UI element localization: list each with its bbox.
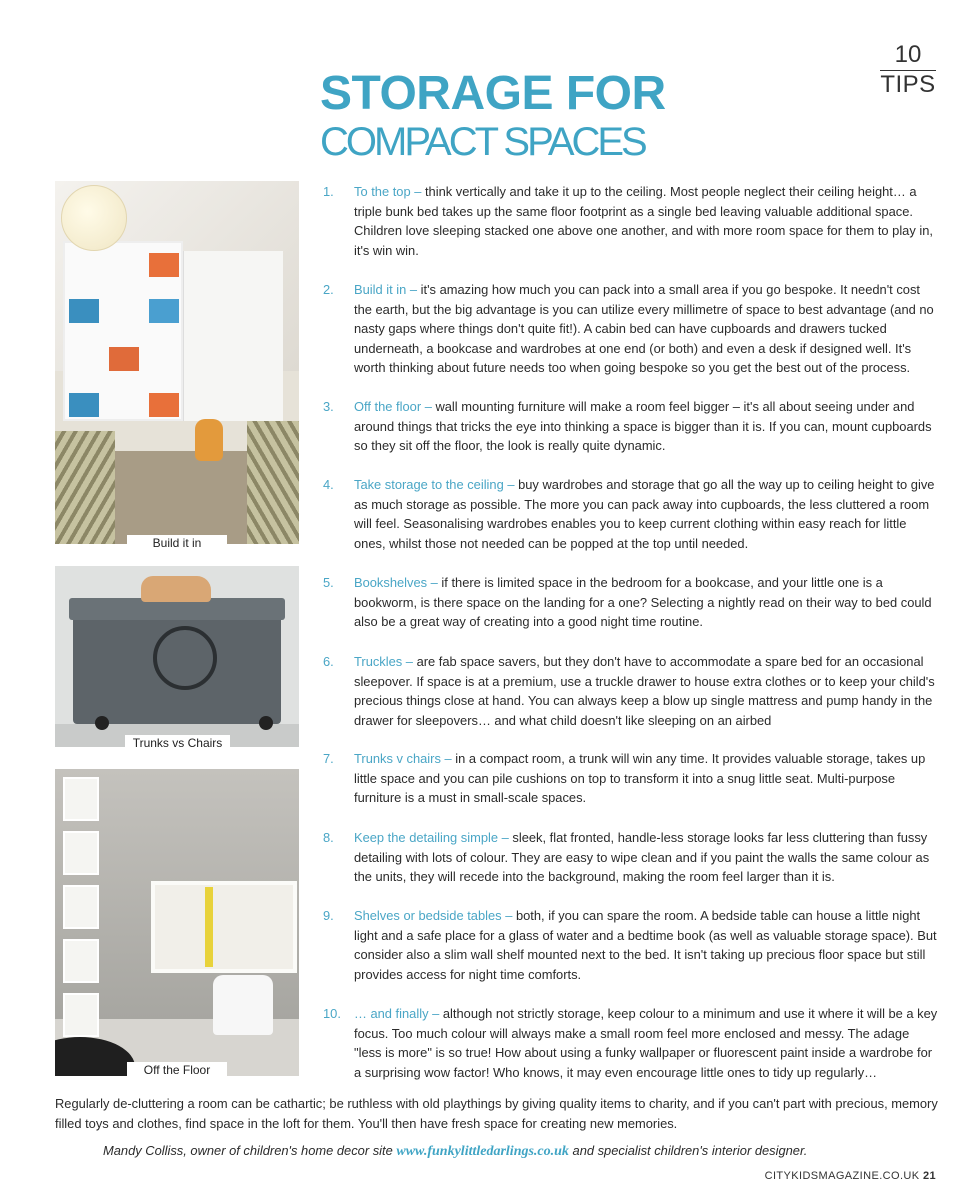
page-number: 21 bbox=[922, 1170, 936, 1182]
star-emblem-illustration bbox=[153, 626, 217, 690]
tip-item bbox=[323, 475, 938, 553]
footer-site: CITYKIDSMAGAZINE.CO.UK bbox=[764, 1170, 923, 1182]
website-link[interactable]: www.funkylittledarlings.co.uk bbox=[396, 1144, 569, 1159]
tip-heading: … and finally – bbox=[354, 1006, 440, 1021]
tip-number: 9. bbox=[323, 908, 334, 923]
credit-text-after: and specialist children's interior designer. bbox=[568, 1143, 808, 1158]
photo-caption: Build it in bbox=[127, 535, 227, 550]
photo-caption: Off the Floor bbox=[127, 1062, 227, 1077]
closing-paragraph: Regularly de-cluttering a room can be cathartic; be ruthless with old playthings by giving quality items to charity, and if you can't part with precious, memory filled toys and clothes, find space in the loft for them. You'll then have fresh space for creating new memories. bbox=[55, 1096, 938, 1131]
page-footer bbox=[765, 1170, 936, 1182]
tip-text: sleek, flat fronted, handle-less storage looks far less cluttering than fussy detailing with lots of colour. They are easy to wipe clean and if you paint the walls the same colour as the units, they will recede into the background, making the room feel larger than it is. bbox=[354, 830, 930, 885]
tip-text: in a compact room, a trunk will win any time. It provides valuable storage, takes up little space and you can pile cushions on top to transform it into a snug little seat. Multi-purpose furniture is a must in small-scale spaces. bbox=[354, 751, 926, 806]
tip-item bbox=[323, 1004, 938, 1082]
photo-trunks-vs-chairs bbox=[55, 566, 299, 747]
tip-number: 4. bbox=[323, 477, 334, 492]
tip-number: 1. bbox=[323, 184, 334, 199]
tip-number: 7. bbox=[323, 751, 334, 766]
tip-number: 2. bbox=[323, 282, 334, 297]
photo-off-the-floor bbox=[55, 769, 299, 1076]
tip-heading: Bookshelves – bbox=[354, 575, 438, 590]
page-subtitle: COMPACT SPACES bbox=[320, 120, 645, 164]
page-title: STORAGE FOR bbox=[320, 67, 666, 120]
tip-heading: To the top – bbox=[354, 184, 422, 199]
tip-text: if there is limited space in the bedroom for a bookcase, and your little one is a bookworm, is there space on the landing for a one? Selecting a nightly read on their way to bed could also be a great way of creating into a good night time routine. bbox=[354, 575, 932, 630]
tip-item bbox=[323, 280, 938, 378]
wardrobe-illustration bbox=[183, 251, 283, 421]
photo-build-it-in bbox=[55, 181, 299, 544]
tip-heading: Keep the detailing simple – bbox=[354, 830, 509, 845]
tip-number: 5. bbox=[323, 575, 334, 590]
tip-text: wall mounting furniture will make a room feel bigger – it's all about seeing under and around things that tricks the eye into thinking a space is bigger than it is. If you can, mount cupboards so they sit off the floor, the look is really quite dynamic. bbox=[354, 399, 932, 454]
tip-heading: Off the floor – bbox=[354, 399, 432, 414]
tip-heading: Shelves or bedside tables – bbox=[354, 908, 513, 923]
tips-label: TIPS bbox=[880, 71, 936, 98]
tip-heading: Truckles – bbox=[354, 654, 413, 669]
credit-text-before: Mandy Colliss, owner of children's home decor site bbox=[103, 1143, 397, 1158]
shoes-illustration bbox=[141, 576, 211, 602]
tip-item bbox=[323, 906, 938, 984]
tip-item bbox=[323, 573, 938, 632]
tip-text: both, if you can spare the room. A bedside table can house a little night light and a safe place for a glass of water and a bedtime book (as well as valuable storage space). But consider also a slim wall shelf mounted next to the bed. It isn't taking up precious floor space but still provides access for night time comforts. bbox=[354, 908, 937, 982]
tip-heading: Take storage to the ceiling – bbox=[354, 477, 515, 492]
tip-text: think vertically and take it up to the ceiling. Most people neglect their ceiling height… a triple bunk bed takes up the same floor footprint as a single bed leaving valuable additional space. Children love sleeping stacked one above one another, and with more room space for them to play in, it's win win. bbox=[354, 184, 933, 258]
wall-desk-illustration bbox=[151, 881, 297, 973]
tips-badge bbox=[880, 42, 936, 99]
tip-item bbox=[323, 397, 938, 456]
tip-item bbox=[323, 182, 938, 260]
tip-item bbox=[323, 652, 938, 730]
bookshelf-illustration bbox=[63, 241, 183, 421]
tip-item bbox=[323, 828, 938, 887]
bed-left-illustration bbox=[55, 431, 115, 544]
tip-heading: Trunks v chairs – bbox=[354, 751, 452, 766]
tip-number: 10. bbox=[323, 1006, 341, 1021]
tip-heading: Build it in – bbox=[354, 282, 418, 297]
author-credit bbox=[103, 1143, 933, 1160]
lamp-illustration bbox=[61, 185, 127, 251]
tip-text: although not strictly storage, keep colour to a minimum and use it where it will be a key focus. Too much colour will always make a small room feel more enclosed and messy. The adage "less is more" is so true! How about using a funky wallpaper or fluorescent paint inside a wardrobe for a surprising wow factor! Who knows, it may even encourage little ones to tidy up regularly… bbox=[354, 1006, 938, 1080]
tip-text: are fab space savers, but they don't have to accommodate a spare bed for an occasional sleepover. If space is at a premium, use a truckle drawer to house extra clothes or to keep your child's precious things close at hand. You can always keep a blow up single mattress and pump handy in the drawer for sleepovers… and what child doesn't like sleeping on an airbed bbox=[354, 654, 935, 728]
tips-count: 10 bbox=[880, 42, 936, 71]
tip-number: 8. bbox=[323, 830, 334, 845]
bed-right-illustration bbox=[247, 421, 299, 544]
tip-number: 3. bbox=[323, 399, 334, 414]
tip-item bbox=[323, 749, 938, 808]
toy-illustration bbox=[195, 419, 223, 461]
tip-text: buy wardrobes and storage that go all the way up to ceiling height to give as much storage as possible. The more you can pack away into cupboards, the less cluttered a room will feel. Seasonalising wardrobes enables you to keep current clothing within easy reach for little ones, whilst those not needed can be popped at the top until needed. bbox=[354, 477, 935, 551]
tip-number: 6. bbox=[323, 654, 334, 669]
tip-text: it's amazing how much you can pack into a small area if you go bespoke. It needn't cost the earth, but the big advantage is you can utilize every millimetre of space to best advantage (and no nasty gaps where things don't quite fit!). A cabin bed can have cupboards and drawers tucked underneath, a bookcase and wardrobes at one end (or both) and even a desk if designed well. It's worth thinking about future needs too when going bespoke so you get the best out of the process. bbox=[354, 282, 934, 376]
chair-illustration bbox=[213, 975, 273, 1035]
photo-caption: Trunks vs Chairs bbox=[125, 735, 230, 750]
